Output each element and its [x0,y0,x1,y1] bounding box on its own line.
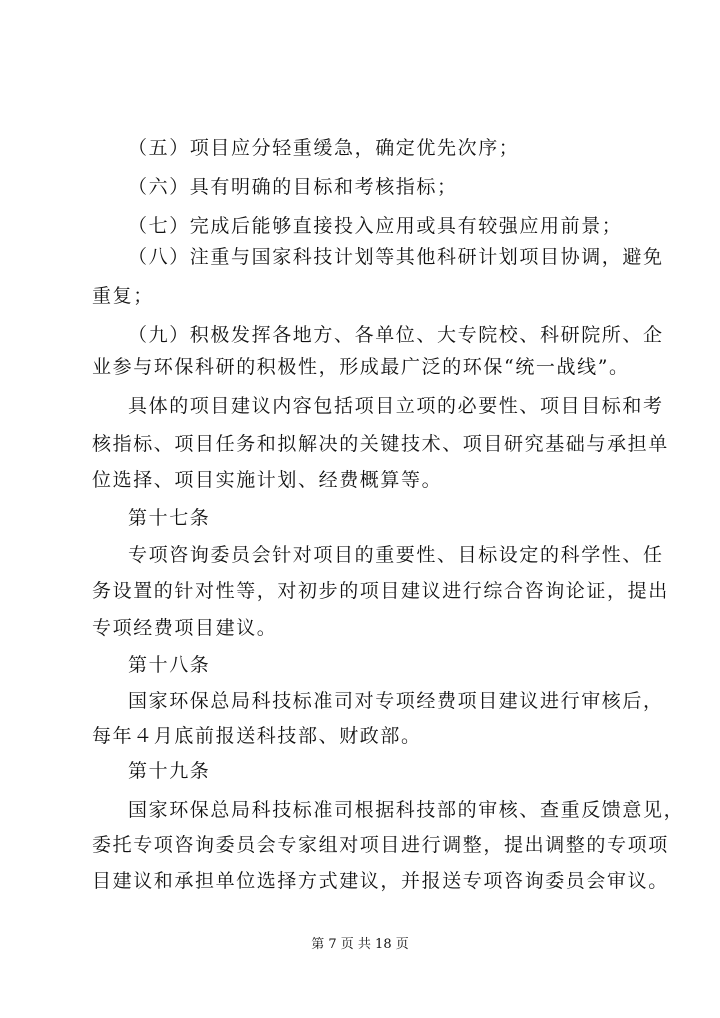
text-line: （五）项目应分轻重缓急，确定优先次序； [128,137,520,159]
text-line: （七）完成后能够直接投入应用或具有较强应用前景； [128,215,623,237]
text-line: （九）积极发挥各地方、各单位、大专院校、科研院所、企 [128,324,664,346]
text-line: 核指标、项目任务和拟解决的关键技术、项目研究基础与承担单 [92,433,669,455]
text-line: 专项经费项目建议。 [92,617,278,639]
text-line: 专项咨询委员会针对项目的重要性、目标设定的科学性、任 [128,544,664,566]
text-line: 国家环保总局科技标准司对专项经费项目建议进行审核后， [128,690,664,712]
article-heading: 第十七条 [128,507,211,529]
text-line: 目建议和承担单位选择方式建议，并报送专项咨询委员会审议。 [92,870,669,892]
text-line: 位选择、项目实施计划、经费概算等。 [92,469,443,491]
text-line: 务设置的针对性等，对初步的项目建议进行综合咨询论证，提出 [92,580,669,602]
text-line: （六）具有明确的目标和考核指标； [128,176,458,198]
text-line: 业参与环保科研的积极性，形成最广泛的环保“统一战线”。 [92,356,630,378]
text-line: 每年４月底前报送科技部、财政部。 [92,725,422,747]
article-heading: 第十八条 [128,654,211,676]
text-line: （八）注重与国家科技计划等其他科研计划项目协调，避免 [128,246,664,268]
text-line: 国家环保总局科技标准司根据科技部的审核、查重反馈意见， [128,799,685,821]
text-line: 委托专项咨询委员会专家组对项目进行调整，提出调整的专项项 [92,834,669,856]
text-line: 重复； [92,285,154,307]
page-number-footer: 第 7 页 共 18 页 [311,937,409,952]
article-heading: 第十九条 [128,760,211,782]
text-line: 具体的项目建议内容包括项目立项的必要性、项目目标和考 [128,395,664,417]
